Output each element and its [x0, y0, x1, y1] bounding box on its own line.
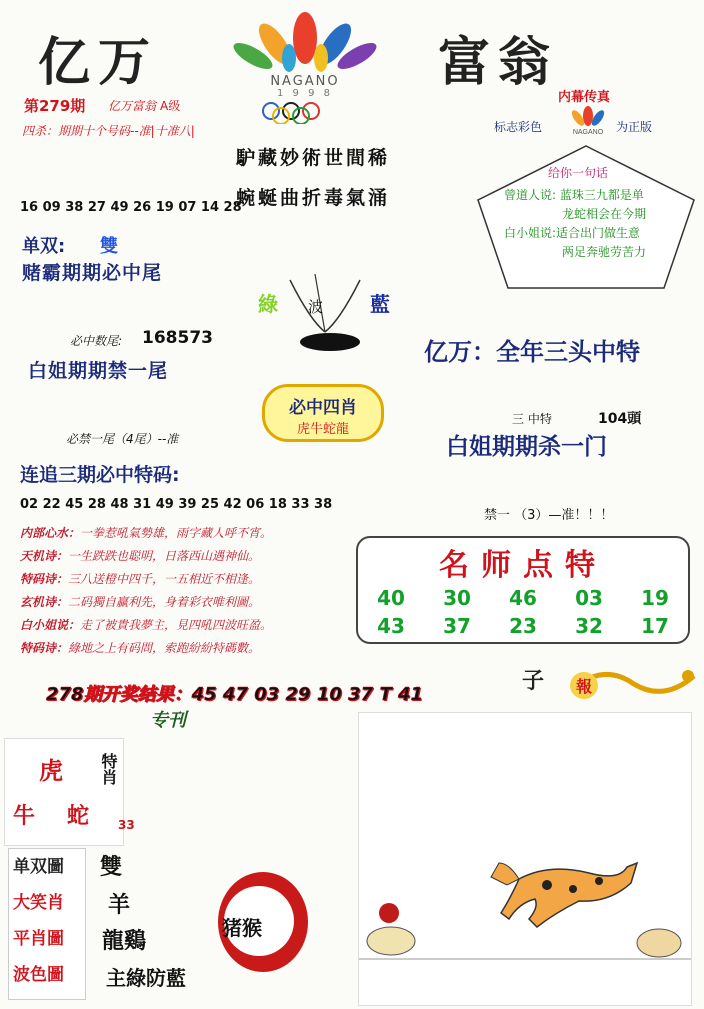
poem-key: 内部心水： — [20, 526, 81, 540]
dragon-banner — [514, 658, 700, 710]
four-zodiac-badge — [262, 384, 384, 442]
master-number: 19 — [641, 586, 669, 610]
master-number: 46 — [509, 586, 537, 610]
master-pick-title: 名师点特 — [439, 548, 607, 583]
poem-value: 二码獨自贏利先，身着彩衣唯利圖。 — [68, 595, 261, 609]
logo-text: NAGANO — [270, 74, 340, 89]
master-row-2 — [358, 614, 688, 638]
issue-subtitle: 四杀：期期十个号码--准|十准八| — [22, 124, 195, 138]
logo-color-label: 标志彩色 — [494, 120, 543, 134]
draw-result: 278期开奖结果：45 47 03 29 10 37 T 41 — [46, 684, 424, 705]
pentagon-line — [504, 224, 646, 243]
svg-text:NAGANO: NAGANO — [572, 129, 604, 136]
poem-key: 天机诗： — [20, 549, 69, 563]
poem-value: 綠地之上有码問，索跑紛紛特碼數。 — [68, 641, 261, 655]
poem-row — [20, 545, 360, 568]
three-head-prefix: 三 中特 — [512, 412, 552, 426]
bowl-icon — [270, 270, 380, 356]
single-double-label: 单双: — [22, 236, 66, 257]
pentagon-value: 适合出门做生意 — [556, 226, 641, 240]
genuine-label: 为正版 — [616, 120, 653, 134]
chart-label: 单双圖 — [13, 857, 64, 877]
answer-flat: 龍鷄 — [102, 929, 147, 954]
poem-list — [20, 522, 360, 660]
wave-green: 綠 — [258, 292, 278, 316]
single-double-value: 雙 — [100, 236, 118, 257]
circle-text: 猪猴 — [222, 916, 262, 940]
count-label — [118, 818, 135, 832]
pentagon-key: 曾道人说: — [504, 188, 557, 202]
olympic-rings-icon — [257, 102, 353, 124]
numbers-row-1: 16 09 38 27 49 26 19 07 14 28 — [20, 200, 242, 215]
pentagon-key: 白小姐说: — [504, 226, 557, 240]
zodiac-tiger: 虎 — [39, 757, 63, 785]
pentagon-value: 两足奔驰劳苦力 — [562, 245, 647, 259]
master-number: 03 — [575, 586, 603, 610]
dragon-badge: 報 — [570, 672, 598, 699]
must-tail-value: 168573 — [142, 328, 213, 348]
master-row-1 — [358, 586, 688, 610]
issue-number: 第279期 — [24, 97, 86, 115]
tail-slogan: 赌霸期期必中尾 — [22, 262, 163, 284]
numbers-row-2: 02 22 45 28 48 31 49 39 25 42 06 18 33 38 — [20, 497, 333, 512]
master-pick-box — [356, 536, 690, 644]
answer-single-double: 雙 — [100, 855, 123, 880]
poem-key: 特码诗： — [20, 572, 69, 586]
nagano-logo — [205, 8, 405, 128]
chart-label: 波色圖 — [13, 965, 64, 985]
title-left: 亿万 — [38, 32, 159, 93]
pentagon-title: 给你一句话 — [548, 166, 609, 180]
yiwan-slogan: 亿万：全年三头中特 — [424, 338, 640, 366]
three-period-title: 连追三期必中特码: — [20, 464, 180, 486]
pentagon-value: 蓝珠三九都是单 — [559, 188, 644, 202]
poem-row — [20, 522, 360, 545]
answer-wave-text: 主綠防藍 — [106, 966, 186, 990]
running-dog-icon — [359, 713, 691, 1005]
pentagon-line — [504, 205, 646, 224]
kill-door-slogan: 白姐期期杀一门 — [446, 434, 607, 460]
poem-value: 一拳惹吼氣勢雄，雨字藏人呼不宵。 — [80, 526, 273, 540]
issue-grade: A级 — [160, 99, 181, 113]
zodiac-card — [4, 738, 124, 846]
special-zodiac-side: 特肖 — [99, 753, 118, 785]
master-number: 40 — [377, 586, 405, 610]
poem-value: 一生跌跌也聪明，日落西山遇神仙。 — [68, 549, 261, 563]
master-number: 30 — [443, 586, 471, 610]
poem-key: 白小姐说： — [20, 618, 81, 632]
four-zodiac-value: 虎牛蛇龍 — [296, 422, 349, 437]
poem-line-2: 蜿蜒曲折毒氣涌 — [236, 187, 391, 209]
dragon-char: 子 — [522, 669, 545, 694]
banned-one: 禁一 （3）—准！！！ — [484, 508, 614, 523]
must-tail-label: 必中数尾: — [70, 334, 123, 348]
yin-yang-circle — [218, 872, 308, 972]
chart-labels — [8, 848, 86, 1000]
poem-key: 特码诗： — [20, 641, 69, 655]
chart-label: 平肖圖 — [13, 929, 64, 949]
inside-fax-title: 内幕传真 — [558, 90, 611, 105]
answer-wave — [106, 962, 186, 991]
dog-card — [358, 712, 692, 1006]
master-number: 17 — [641, 614, 669, 638]
white-sister-slogan: 白姐期期禁一尾 — [28, 360, 169, 382]
master-number: 32 — [575, 614, 603, 638]
special-banner-text: 专刊 — [150, 710, 186, 731]
pentagon-lines — [504, 186, 646, 262]
poem-row — [20, 614, 360, 637]
poem-row — [20, 568, 360, 591]
small-logo-icon — [560, 106, 616, 138]
special-banner — [150, 706, 270, 730]
master-number: 43 — [377, 614, 405, 638]
count-value: 33 — [118, 818, 135, 832]
logo-year: 1 9 9 8 — [277, 88, 333, 99]
answer-big-laugh: 羊 — [108, 893, 131, 918]
master-number: 23 — [509, 614, 537, 638]
wave-blue: 藍 — [370, 292, 390, 316]
poem-value: 走了被貴我夢主，見四吼四波旺盈。 — [80, 618, 273, 632]
issue-brand: 亿万富翁 — [108, 99, 157, 113]
banned-tail: 必禁一尾（4尾）--准 — [66, 432, 179, 446]
pentagon-value: 龙蛇相会在今期 — [562, 207, 647, 221]
master-number: 37 — [443, 614, 471, 638]
four-zodiac-title: 必中四肖 — [289, 398, 357, 418]
three-head-value: 104頭 — [598, 411, 642, 427]
pentagon-line — [504, 243, 646, 262]
poem-value: 三八送橙中四千，一五相近不相逢。 — [68, 572, 261, 586]
zodiac-ox: 牛 — [13, 804, 36, 829]
pentagon-line — [504, 186, 646, 205]
wave-mid: 波 — [308, 298, 324, 316]
chart-label: 大笑肖 — [13, 893, 64, 913]
title-right: 富翁 — [438, 32, 559, 93]
poem-row — [20, 591, 360, 614]
poem-line-1: 馿藏妙術世間稀 — [236, 147, 391, 169]
zodiac-snake: 蛇 — [67, 804, 90, 829]
poem-row — [20, 637, 360, 660]
poem-key: 玄机诗： — [20, 595, 69, 609]
